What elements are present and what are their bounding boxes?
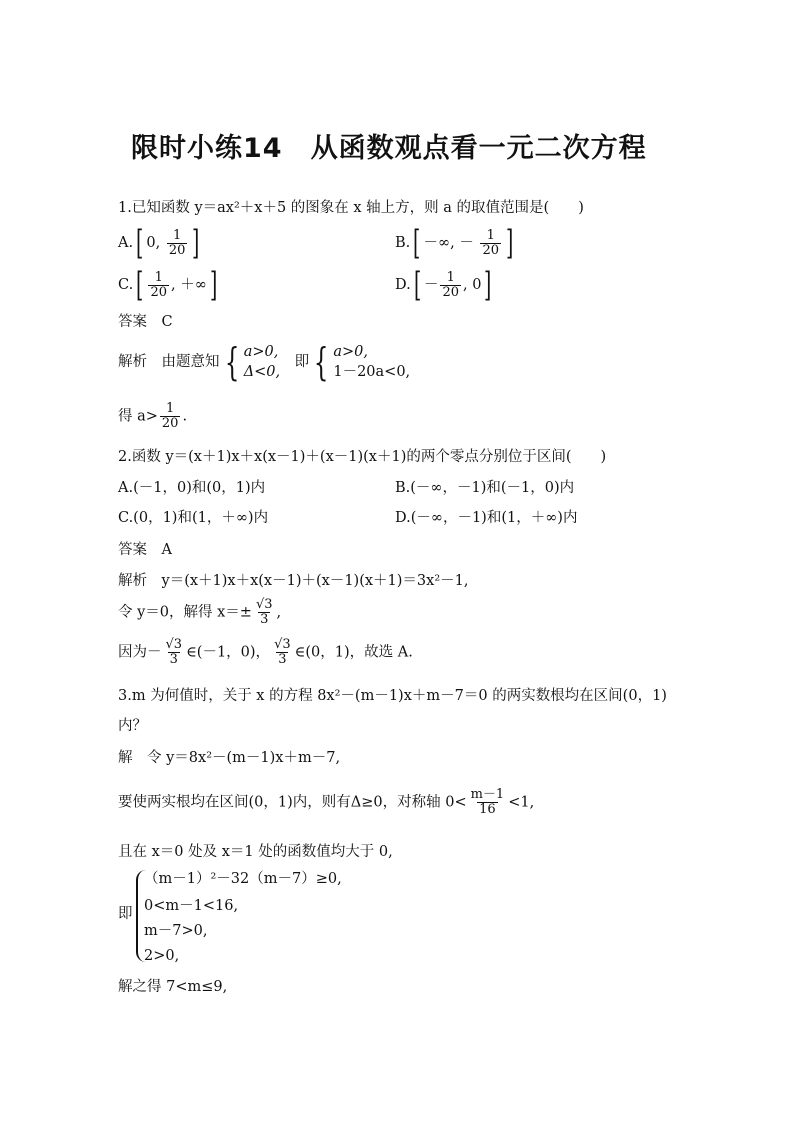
q1-analysis: 解析 由题意知 { a>0, Δ<0, 即 { a>0, 1－20a<0, bbox=[118, 340, 411, 384]
q1-option-d-fraction: $\frac{1}{20}$ bbox=[442, 269, 460, 300]
q3-ji: 即 bbox=[118, 906, 133, 922]
q1-option-d-left: － bbox=[423, 277, 439, 293]
q3-solution-line3: 且在 x＝0 处及 x＝1 处的函数值均大于 0, bbox=[118, 844, 393, 860]
q1-option-c-label: C. bbox=[118, 277, 134, 293]
q2-line3-fraction-2: $\frac{√3}{3}$ bbox=[274, 637, 291, 667]
q1-answer-value: C bbox=[161, 314, 173, 330]
q1-answer bbox=[118, 312, 173, 332]
q2-answer-label: 答案 bbox=[118, 542, 147, 558]
q2-line3-fraction-1: $\frac{√3}{3}$ bbox=[165, 637, 183, 667]
q2-option-b: B.(－∞，－1)和(－1，0)内 bbox=[395, 480, 575, 496]
q1-option-c-right: , ＋∞ bbox=[171, 277, 207, 293]
q3-final: 解之得 7<m≤9, bbox=[118, 979, 228, 995]
q1-analysis-label: 解析 bbox=[118, 354, 147, 370]
q1-option-b: B.[ －∞, － $\frac{1}{20}$ ] bbox=[395, 223, 514, 263]
q1-option-d-label: D. bbox=[395, 277, 411, 293]
q1-system-1: a>0, Δ<0, bbox=[243, 344, 281, 380]
q3-solution-line2: 要使两实根均在区间(0，1)内，则有Δ≥0，对称轴 0< $\frac{m-1}{16}$ <1, bbox=[118, 787, 535, 817]
q1-analysis-text: 由题意知 bbox=[161, 354, 220, 370]
q2-analysis-line1: 解析 y＝(x＋1)x＋x(x－1)＋(x－1)(x＋1)＝3x²－1, bbox=[118, 573, 469, 589]
q2-analysis-label: 解析 bbox=[118, 573, 147, 589]
q1-option-a-label: A. bbox=[118, 235, 134, 251]
q1-option-a-left: 0, bbox=[146, 235, 161, 251]
q1-option-d: D.[ － $\frac{1}{20}$ , 0] bbox=[395, 265, 492, 305]
q3-stem-line1: 3.m 为何值时，关于 x 的方程 8x²－(m－1)x＋m－7＝0 的两实数根均在区间(0，1) bbox=[118, 688, 667, 704]
q3-system-line4: 2>0, bbox=[144, 948, 180, 964]
q1-option-c-fraction: $\frac{1}{20}$ bbox=[150, 269, 167, 300]
q1-option-b-label: B. bbox=[395, 235, 411, 251]
q1-option-b-left: －∞, － bbox=[423, 235, 474, 251]
q3-system-line1: （m－1）²－32（m－7）≥0, bbox=[144, 871, 342, 887]
q2-answer bbox=[118, 540, 172, 560]
q2-line2-fraction: $\frac{√3}{3}$ bbox=[255, 597, 273, 627]
q1-result-fraction: $\frac{1}{20}$ bbox=[161, 401, 179, 431]
q1-system-2: a>0, 1－20a<0, bbox=[333, 344, 411, 380]
q2-analysis-line2: 令 y＝0，解得 x＝± $\frac{√3}{3}$ , bbox=[118, 597, 282, 627]
q1-option-a-fraction: $\frac{1}{20}$ bbox=[168, 227, 186, 258]
q3-solution-label: 解 bbox=[118, 750, 133, 766]
q1-result: 得 a> $\frac{1}{20}$ . bbox=[118, 401, 188, 431]
q3-stem-line2: 内？ bbox=[118, 718, 147, 734]
q1-option-d-right: , 0 bbox=[463, 277, 482, 293]
q2-answer-value: A bbox=[161, 542, 172, 558]
q2-option-a: A.(－1，0)和(0，1)内 bbox=[118, 480, 266, 496]
q1-answer-label: 答案 bbox=[118, 314, 147, 330]
q1-option-b-fraction: $\frac{1}{20}$ bbox=[482, 227, 499, 258]
q2-analysis-line3: 因为－ $\frac{√3}{3}$ ∈(－1，0)， $\frac{√3}{3}$ ∈(0，1)，故选 A. bbox=[118, 637, 413, 667]
q2-stem: 2.函数 y＝(x＋1)x＋x(x－1)＋(x－1)(x＋1)的两个零点分别位于区间( ) bbox=[118, 449, 607, 465]
q2-option-c: C.(0，1)和(1，＋∞)内 bbox=[118, 510, 269, 526]
q3-system-line3: m－7>0, bbox=[144, 923, 208, 939]
page-title: 限时小练14 从函数观点看一元二次方程 bbox=[131, 133, 647, 164]
q1-option-c: C.[ $\frac{1}{20}$ , ＋∞] bbox=[118, 265, 218, 305]
q3-line2-fraction: $\frac{m-1}{16}$ bbox=[470, 787, 505, 817]
q1-option-a: A.[ 0, $\frac{1}{20}$ ] bbox=[118, 223, 200, 263]
q3-system-line2: 0<m－1<16, bbox=[144, 898, 239, 914]
q3-solution-line1: 解 令 y＝8x²－(m－1)x＋m－7, bbox=[118, 750, 341, 766]
q1-ji: 即 bbox=[294, 354, 310, 370]
q1-stem: 1.已知函数 y＝ax²＋x＋5 的图象在 x 轴上方，则 a 的取值范围是( ) bbox=[118, 200, 584, 216]
q2-option-d: D.(－∞，－1)和(1，＋∞)内 bbox=[395, 510, 578, 526]
